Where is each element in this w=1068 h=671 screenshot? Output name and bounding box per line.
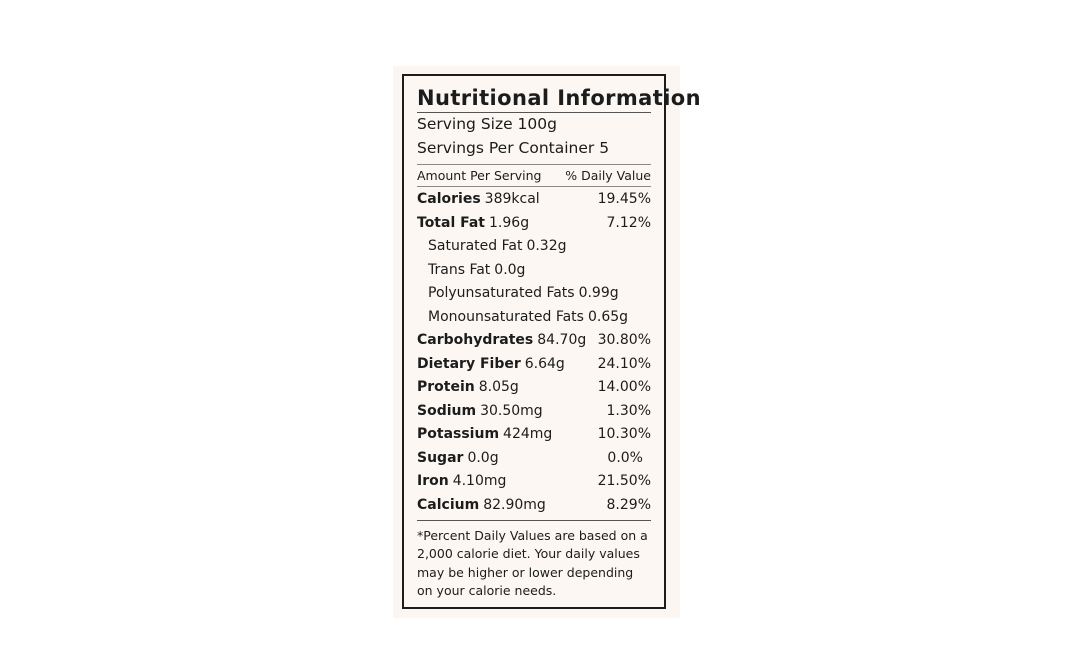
- nutrient-name: Dietary Fiber: [417, 355, 521, 372]
- nutrient-name: Total Fat: [417, 214, 486, 231]
- nutrient-amount: 1.96g: [489, 214, 530, 231]
- daily-value-footnote: *Percent Daily Values are based on a 2,000 calorie diet. Your daily values may be higher or lower depending on your calorie needs.: [417, 528, 648, 598]
- nutrition-facts-panel: [402, 74, 701, 609]
- divider: [417, 520, 651, 521]
- nutrient-name: Potassium: [417, 426, 500, 442]
- daily-value-label: % Daily Value: [565, 168, 651, 183]
- nutrient-name: Protein: [417, 379, 475, 395]
- nutrient-daily-value: 21.50%: [597, 473, 651, 489]
- nutrient-row-saturated-fat: [417, 235, 651, 259]
- nutrient-row-polyunsaturated-fats: [417, 282, 651, 306]
- amount-per-serving-label: Amount Per Serving: [417, 168, 542, 183]
- nutrient-name: Saturated Fat: [428, 238, 523, 254]
- nutrient-amount: 84.70g: [537, 332, 587, 348]
- nutrient-daily-value: 8.29%: [606, 496, 651, 513]
- panel-title: Nutritional Information: [417, 86, 701, 110]
- nutrient-daily-value: 7.12%: [606, 214, 651, 231]
- nutrient-name: Calories: [417, 191, 481, 207]
- nutrient-row-protein: [417, 376, 651, 400]
- nutrient-amount: 0.32g: [526, 238, 567, 254]
- nutrient-daily-value: 14.00%: [597, 379, 651, 395]
- nutrient-daily-value: 30.80%: [597, 332, 651, 348]
- nutrient-name: Polyunsaturated Fats: [428, 285, 575, 301]
- nutrient-row-sodium: [417, 400, 651, 424]
- nutrient-amount: 0.99g: [578, 285, 619, 301]
- nutrient-row-iron: [417, 470, 651, 494]
- nutrient-amount: 82.90mg: [483, 496, 546, 513]
- nutrient-row-calories: [417, 188, 651, 212]
- nutrient-list: [417, 187, 651, 517]
- nutrient-row-dietary-fiber: [417, 353, 651, 377]
- nutrient-amount: 424mg: [503, 426, 553, 442]
- nutrient-amount: 0.0g: [494, 261, 526, 278]
- nutrient-row-total-fat: [417, 212, 651, 236]
- nutrient-name: Calcium: [417, 496, 480, 513]
- nutrient-amount: 8.05g: [478, 379, 519, 395]
- nutrient-name: Monounsaturated Fats: [428, 308, 584, 325]
- nutrient-daily-value: 19.45%: [597, 191, 651, 207]
- nutrient-row-potassium: [417, 423, 651, 447]
- nutrient-name: Carbohydrates: [417, 332, 534, 348]
- nutrient-row-calcium: [417, 494, 651, 518]
- serving-size: Serving Size 100g: [417, 115, 557, 133]
- nutrient-row-monounsaturated-fats: [417, 306, 651, 330]
- nutrient-daily-value: 24.10%: [597, 355, 651, 372]
- nutrient-name: Trans Fat: [428, 261, 491, 278]
- nutrient-name: Sugar: [417, 449, 464, 466]
- column-header: [417, 165, 651, 186]
- nutrient-amount: 389kcal: [484, 191, 540, 207]
- nutrient-row-carbohydrates: [417, 329, 651, 353]
- nutrient-amount: 0.0g: [467, 449, 499, 466]
- nutrient-daily-value: 1.30%: [606, 402, 651, 419]
- nutrient-row-trans-fat: [417, 259, 651, 283]
- nutrient-name: Sodium: [417, 402, 477, 419]
- servings-per-container: Servings Per Container 5: [417, 138, 610, 157]
- nutrient-row-sugar: [417, 447, 651, 471]
- nutrient-amount: 4.10mg: [452, 473, 507, 489]
- nutrient-amount: 6.64g: [524, 355, 565, 372]
- nutrient-daily-value: 0.0%: [607, 449, 643, 466]
- nutrient-daily-value: 10.30%: [597, 426, 651, 442]
- nutrient-amount: 0.65g: [587, 308, 629, 325]
- nutrient-name: Iron: [417, 473, 449, 489]
- nutrient-amount: 30.50mg: [480, 402, 543, 419]
